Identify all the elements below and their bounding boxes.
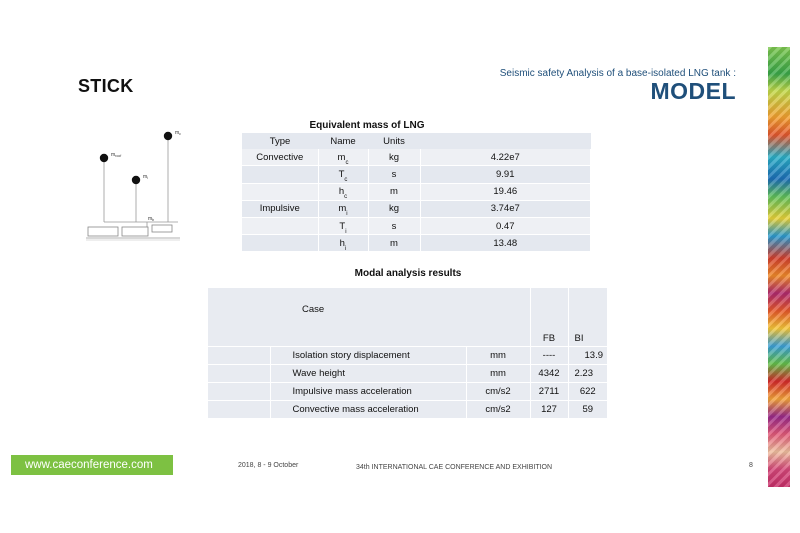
row-value: 9.91 <box>420 166 591 183</box>
header-case: Case <box>208 288 530 347</box>
row-value: 13.48 <box>420 235 591 252</box>
stick-model-diagram <box>82 125 192 243</box>
row-unit: kg <box>368 200 420 217</box>
equivalent-mass-title: Equivalent mass of LNG <box>309 120 425 131</box>
row-unit: s <box>368 217 420 234</box>
footer-conference: 34th INTERNATIONAL CAE CONFERENCE AND EXHIBITION <box>356 464 553 471</box>
table-header-row <box>208 288 608 347</box>
table-row <box>242 166 591 183</box>
row-name: $T_c$ <box>318 166 368 183</box>
website-link[interactable]: www.caeconference.com <box>11 455 173 475</box>
modal-analysis-table <box>208 288 608 419</box>
table-row <box>242 149 591 166</box>
row-value: 4.22e7 <box>420 149 591 166</box>
header-value <box>420 133 591 149</box>
row-bi: 59 <box>568 401 608 419</box>
label-mroof: $m_{roof}$ <box>111 152 122 158</box>
row-name: $T_i$ <box>318 217 368 234</box>
convective-mass-dot <box>164 132 172 140</box>
row-unit: s <box>368 166 420 183</box>
header-bi: BI <box>568 288 608 347</box>
modal-analysis-title: Modal analysis results <box>354 268 462 279</box>
table-row <box>242 183 591 200</box>
label-mb: $m_b$ <box>148 216 155 222</box>
row-fb: 4342 <box>530 365 568 383</box>
table-row <box>242 235 591 252</box>
label-mc: $m_c$ <box>175 130 181 136</box>
table-row <box>208 401 608 419</box>
row-unit: mm <box>466 365 530 383</box>
row-name: $h_i$ <box>318 235 368 252</box>
decorative-color-strip <box>768 47 790 487</box>
row-label: Impulsive mass acceleration <box>270 383 466 401</box>
row-bi: 13.9 <box>568 347 608 365</box>
row-value: 19.46 <box>420 183 591 200</box>
row-unit: cm/s2 <box>466 383 530 401</box>
row-unit: cm/s2 <box>466 401 530 419</box>
table-row <box>242 217 591 234</box>
row-type <box>242 166 318 183</box>
row-fb: 2711 <box>530 383 568 401</box>
header-units: Units <box>383 135 405 147</box>
row-name: $m_i$ <box>318 200 368 217</box>
table-row <box>208 365 608 383</box>
table-header-row <box>242 133 591 149</box>
label-mi: $m_i$ <box>143 174 148 180</box>
row-label: Convective mass acceleration <box>270 401 466 419</box>
footer-date: 2018, 8 - 9 October <box>238 462 299 469</box>
row-unit: m <box>368 235 420 252</box>
row-fb: ---- <box>530 347 568 365</box>
equivalent-mass-table <box>242 133 591 252</box>
slide-subtitle: Seismic safety Analysis of a base-isolated LNG tank : <box>499 68 736 79</box>
row-unit: m <box>368 183 420 200</box>
impulsive-mass-dot <box>132 176 140 184</box>
row-type <box>242 235 318 252</box>
table-row <box>242 200 591 217</box>
row-unit: mm <box>466 347 530 365</box>
row-label: Isolation story displacement <box>270 347 466 365</box>
row-unit: kg <box>368 149 420 166</box>
table-row <box>208 383 608 401</box>
row-bi: 622 <box>568 383 608 401</box>
row-type <box>242 183 318 200</box>
row-value: 3.74e7 <box>420 200 591 217</box>
roof-mass-dot <box>100 154 108 162</box>
page-number: 8 <box>749 462 753 469</box>
table-row <box>208 347 608 365</box>
row-type: Impulsive <box>242 200 318 217</box>
slide-title: STICK <box>78 76 134 96</box>
header-name: Name <box>330 135 356 147</box>
header-fb: FB <box>530 288 568 347</box>
row-type <box>242 217 318 234</box>
row-name: $h_c$ <box>318 183 368 200</box>
row-value: 0.47 <box>420 217 591 234</box>
row-bi: 2.23 <box>568 365 608 383</box>
row-type: Convective <box>242 149 318 166</box>
row-fb: 127 <box>530 401 568 419</box>
section-title: MODEL <box>650 78 736 104</box>
row-label: Wave height <box>270 365 466 383</box>
header-type: Type <box>269 135 291 147</box>
row-name: $m_c$ <box>318 149 368 166</box>
